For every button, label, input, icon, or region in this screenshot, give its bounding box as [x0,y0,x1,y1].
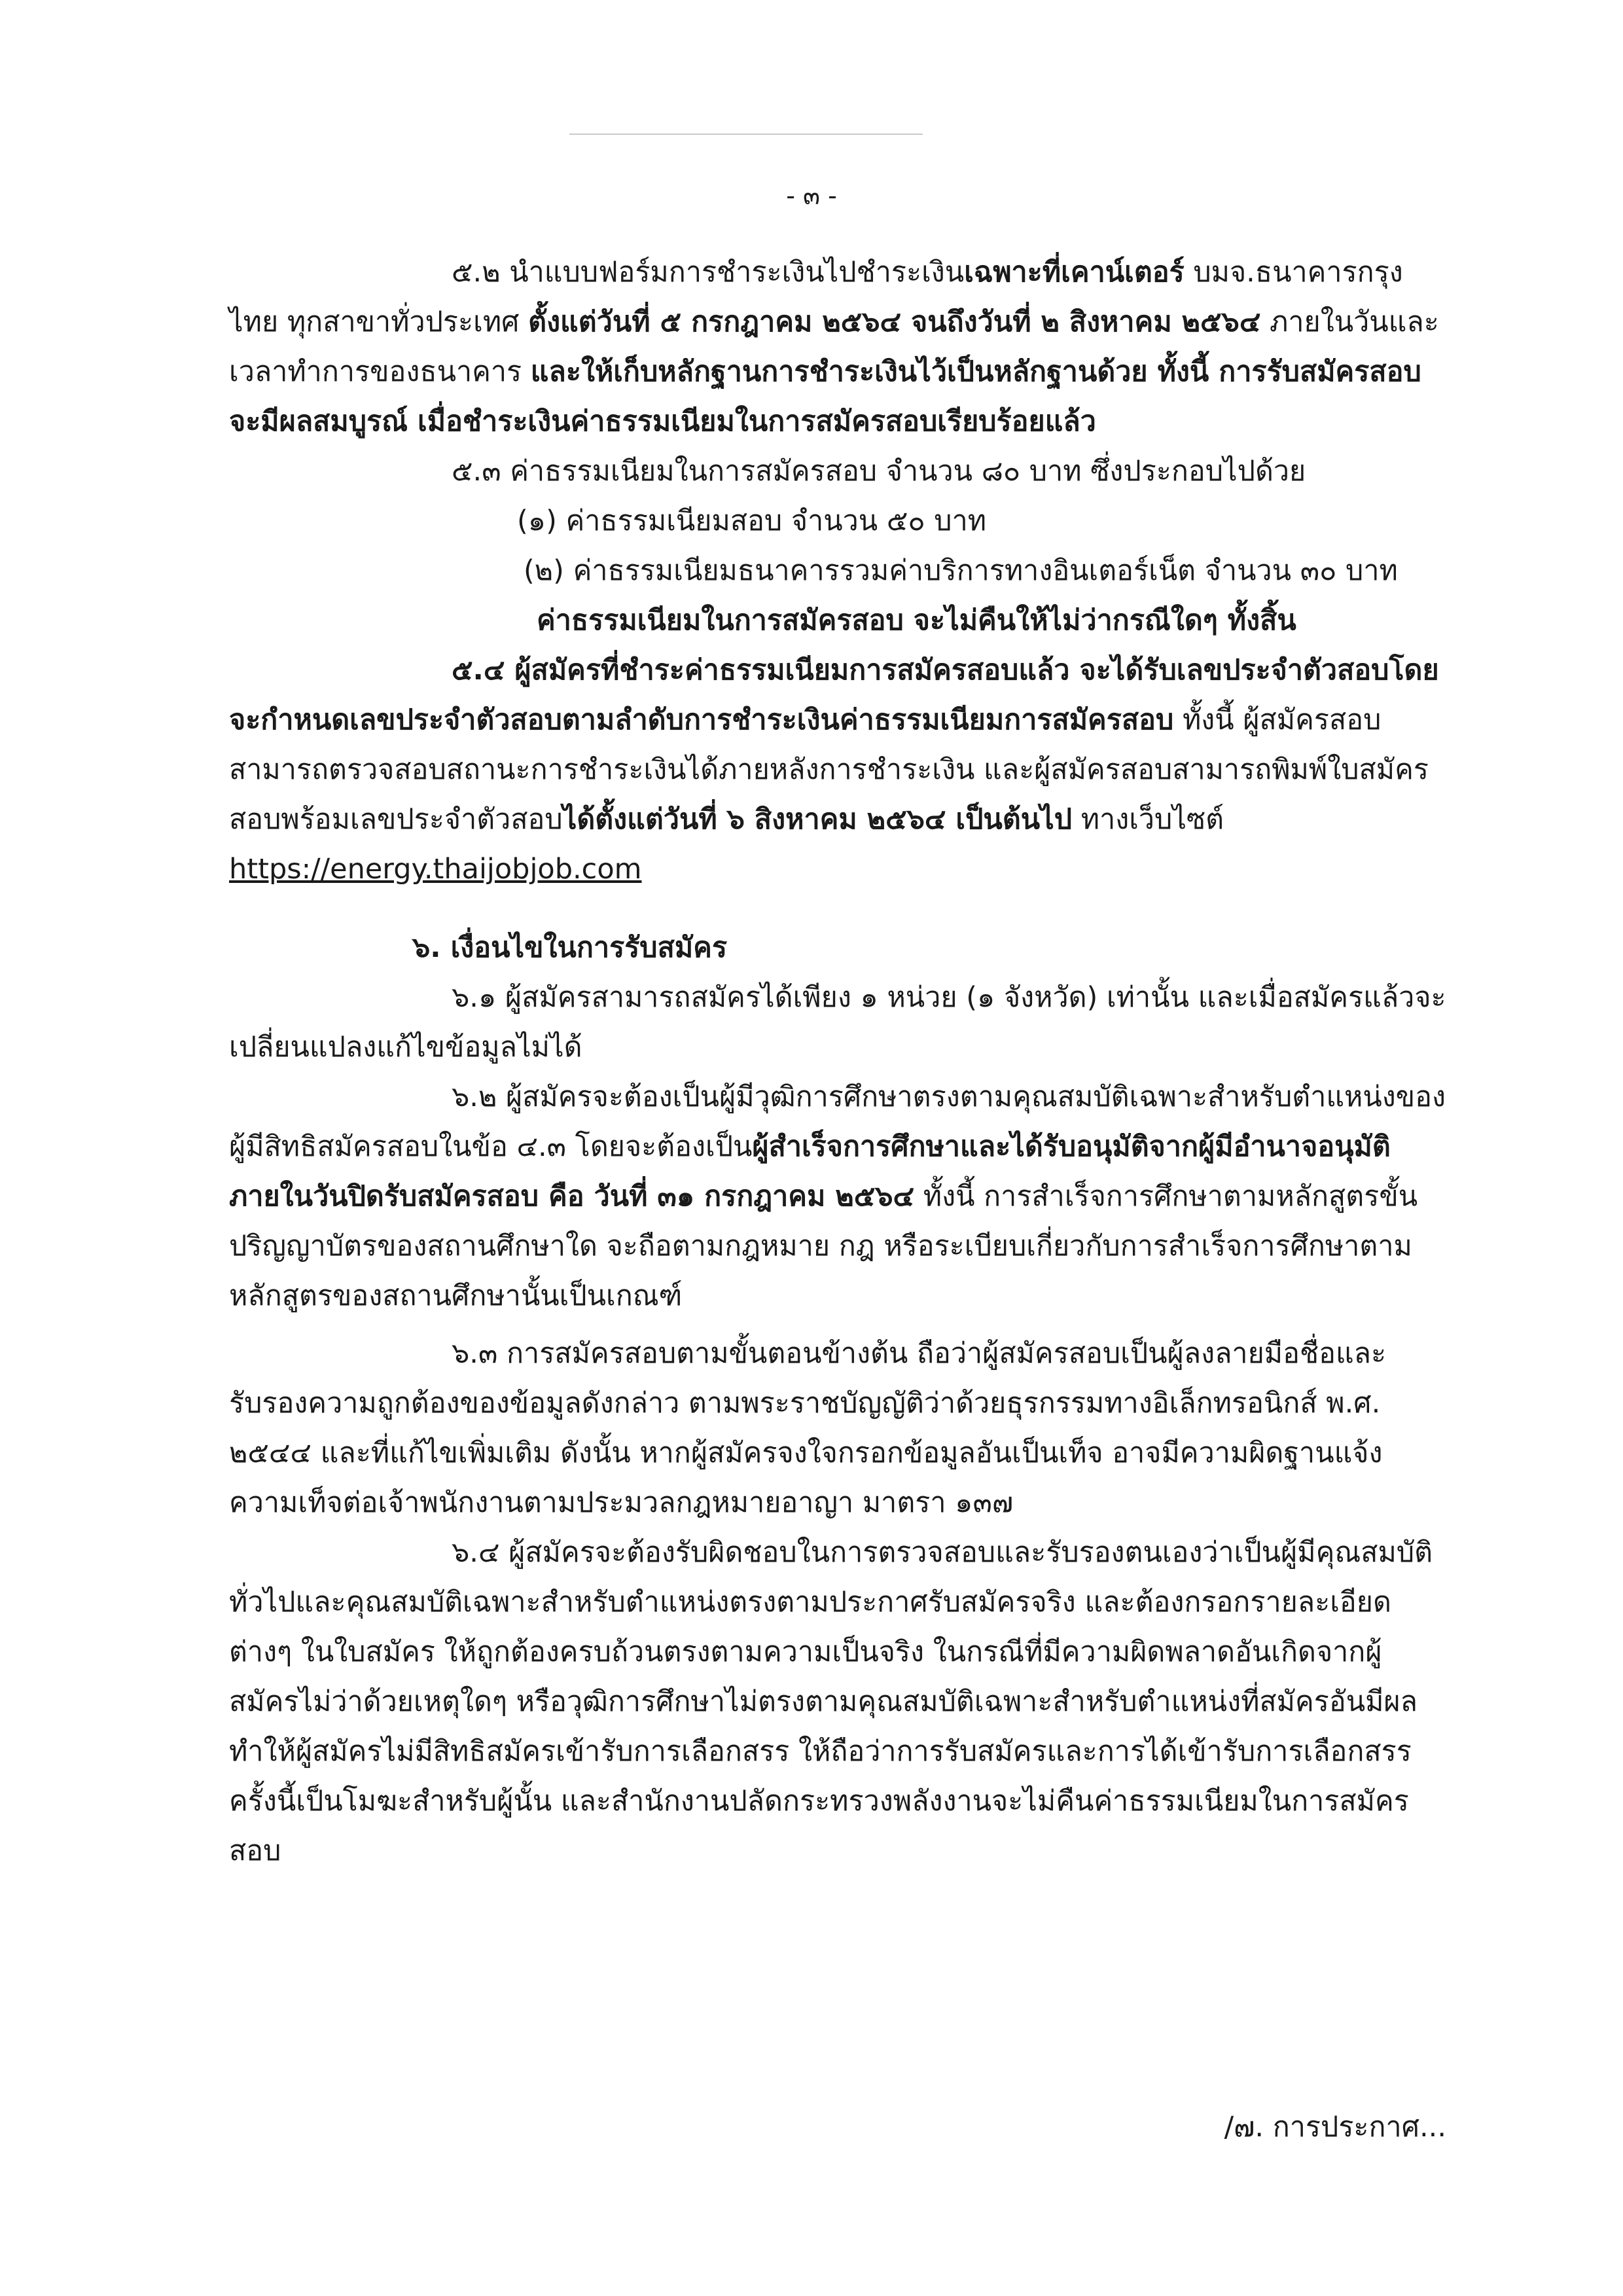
document-body [229,247,1446,1876]
paragraph-5-3-note: ค่าธรรมเนียมในการสมัครสอบ จะไม่คืนให้ไม่ว่ากรณีใดๆ ทั้งสิ้น [537,604,1296,637]
paragraph-5-3: ๕.๓ ค่าธรรมเนียมในการสมัครสอบ จำนวน ๘๐ บาท ซึ่งประกอบไปด้วย [452,455,1306,488]
paragraph-6-3: ๖.๓ การสมัครสอบตามขั้นตอนข้างต้น ถือว่าผู้สมัครสอบเป็นผู้ลงลายมือชื่อและรับรองความถูกต้องของข้อมูลดังกล่าว ตามพระราชบัญญัติว่าด้วยธุรกรรมทางอิเล็กทรอนิกส์ พ.ศ. ๒๕๔๔ และที่แก้ไขเพิ่มเติม ดังนั้น หากผู้สมัครจงใจกรอกข้อมูลอันเป็นเท็จ อาจมีความผิดฐานแจ้งความเท็จต่อเจ้าพนักงานตามประมวลกฎหมายอาญา มาตรา ๑๓๗ [229,1337,1387,1519]
paragraph-6-2: ๖.๒ ผู้สมัครจะต้องเป็นผู้มีวุฒิการศึกษาตรงตามคุณสมบัติเฉพาะสำหรับตำแหน่งของผู้มีสิทธิสมัครสอบในข้อ ๔.๓ โดยจะต้องเป็นผู้สำเร็จการศึกษาและได้รับอนุมัติจากผู้มีอำนาจอนุมัติภายในวันปิดรับสมัครสอบ คือ วันที่ ๓๑ กรกฎาคม ๒๕๖๔ ทั้งนี้ การสำเร็จการศึกษาตามหลักสูตรขั้นปริญญาบัตรของสถานศึกษาใด จะถือตามกฎหมาย กฎ หรือระเบียบเกี่ยวกับการสำเร็จการศึกษาตามหลักสูตรของสถานศึกษานั้นเป็นเกณฑ์ [229,1081,1446,1312]
page-number: - ๓ - [786,181,837,210]
paragraph-5-3-item-1: (๑) ค่าธรรมเนียมสอบ จำนวน ๕๐ บาท [517,505,987,537]
website-link[interactable]: https://energy.thaijobjob.com [229,853,642,886]
paragraph-5-4: ๕.๔ ผู้สมัครที่ชำระค่าธรรมเนียมการสมัครสอบแล้ว จะได้รับเลขประจำตัวสอบโดยจะกำหนดเลขประจำตัวสอบตามลำดับการชำระเงินค่าธรรมเนียมการสมัครสอบ ทั้งนี้ ผู้สมัครสอบสามารถตรวจสอบสถานะการชำระเงินได้ภายหลังการชำระเงิน และผู้สมัครสอบสามารถพิมพ์ใบสมัครสอบพร้อมเลขประจำตัวสอบได้ตั้งแต่วันที่ ๖ สิงหาคม ๒๕๖๔ เป็นต้นไป ทางเว็บไซต์ https://energy.thaijobjob.com [229,654,1439,886]
section-6-heading: ๖. เงื่อนไขในการรับสมัคร [412,931,728,964]
paragraph-5-3-item-2: (๒) ค่าธรรมเนียมธนาคารรวมค่าบริการทางอินเตอร์เน็ต จำนวน ๓๐ บาท [524,554,1398,587]
paragraph-5-2: ๕.๒ นำแบบฟอร์มการชำระเงินไปชำระเงินเฉพาะที่เคาน์เตอร์ บมจ.ธนาคารกรุงไทย ทุกสาขาทั่วประเทศ ตั้งแต่วันที่ ๕ กรกฎาคม ๒๕๖๔ จนถึงวันที่ ๒ สิงหาคม ๒๕๖๔ ภายในวันและเวลาทำการของธนาคาร และให้เก็บหลักฐานการชำระเงินไว้เป็นหลักฐานด้วย ทั้งนี้ การรับสมัครสอบจะมีผลสมบูรณ์ เมื่อชำระเงินค่าธรรมเนียมในการสมัครสอบเรียบร้อยแล้ว [229,256,1439,438]
paragraph-6-4: ๖.๔ ผู้สมัครจะต้องรับผิดชอบในการตรวจสอบและรับรองตนเองว่าเป็นผู้มีคุณสมบัติทั่วไปและคุณสมบัติเฉพาะสำหรับตำแหน่งตรงตามประกาศรับสมัครจริง และต้องกรอกรายละเอียดต่างๆ ในใบสมัคร ให้ถูกต้องครบถ้วนตรงตามความเป็นจริง ในกรณีที่มีความผิดพลาดอันเกิดจากผู้สมัครไม่ว่าด้วยเหตุใดๆ หรือวุฒิการศึกษาไม่ตรงตามคุณสมบัติเฉพาะสำหรับตำแหน่งที่สมัครอันมีผลทำให้ผู้สมัครไม่มีสิทธิสมัครเข้ารับการเลือกสรร ให้ถือว่าการรับสมัครและการได้เข้ารับการเลือกสรรครั้งนี้เป็นโมฆะสำหรับผู้นั้น และสำนักงานปลัดกระทรวงพลังงานจะไม่คืนค่าธรรมเนียมในการสมัครสอบ [229,1536,1433,1867]
top-rule [569,134,923,135]
continuation-footer: /๗. การประกาศ... [1224,2111,1446,2144]
paragraph-6-1: ๖.๑ ผู้สมัครสามารถสมัครได้เพียง ๑ หน่วย (๑ จังหวัด) เท่านั้น และเมื่อสมัครแล้วจะเปลี่ยนแปลงแก้ไขข้อมูลไม่ได้ [229,981,1446,1064]
